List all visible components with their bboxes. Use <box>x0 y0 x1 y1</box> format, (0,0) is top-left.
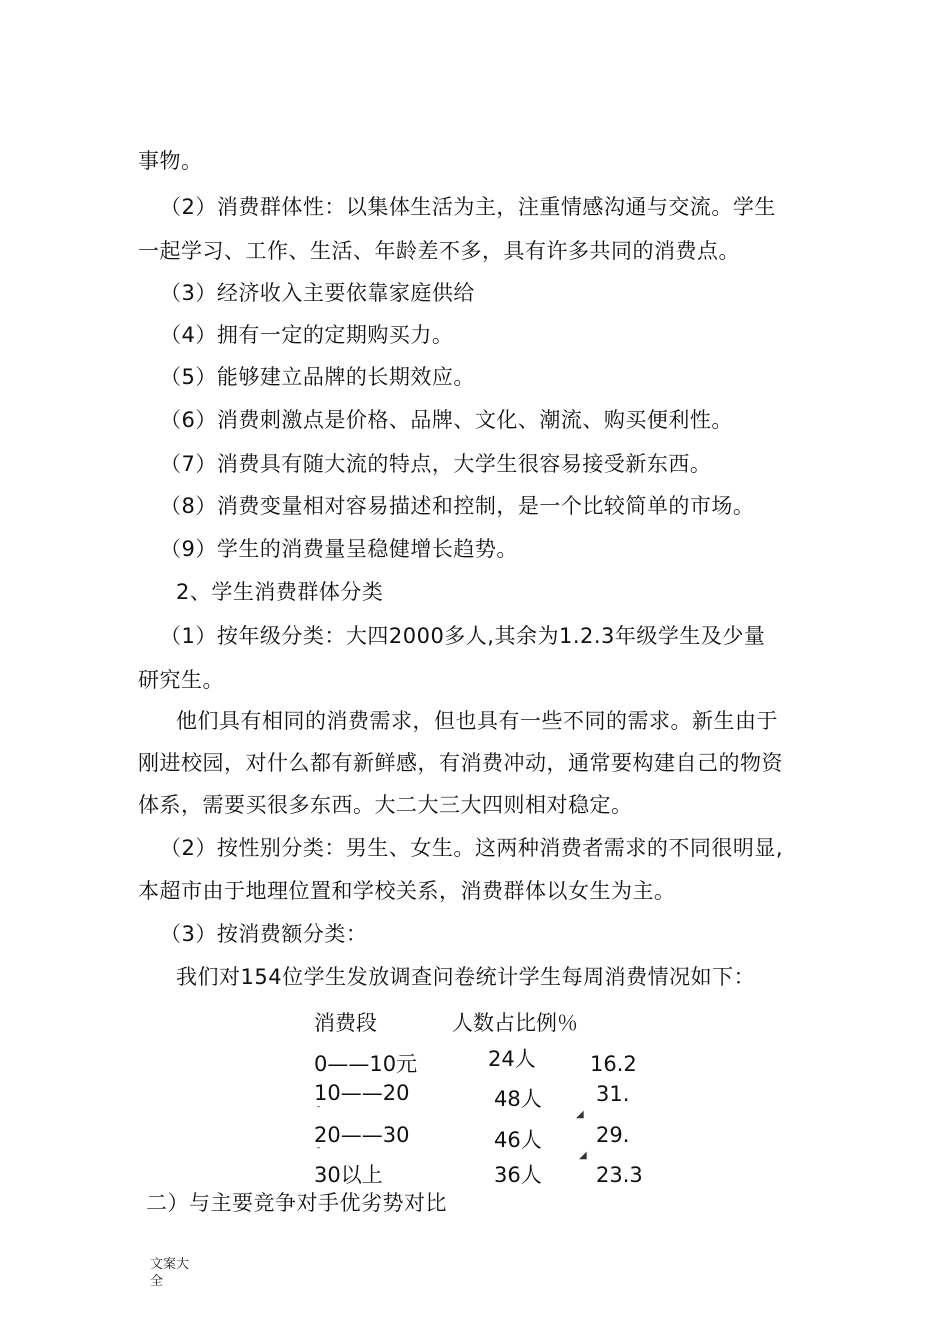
section-subheading: 2、学生消费群体分类 <box>176 580 384 604</box>
scan-artifact-mark: ◢ <box>576 1109 584 1120</box>
paragraph-line: 本超市由于地理位置和学校关系，消费群体以女生为主。 <box>138 879 676 903</box>
table-cell-range: 30以上 <box>314 1163 383 1187</box>
footer-label-line1: 文案大 <box>150 1257 190 1272</box>
table-cell-range: 20——30 <box>314 1123 410 1147</box>
table-cell-range: 10——20 <box>314 1081 410 1105</box>
paragraph-line: 事物。 <box>138 149 203 173</box>
paragraph-line: 刚进校园，对什么都有新鲜感，有消费冲动，通常要构建自己的物资 <box>138 751 783 775</box>
scan-artifact-mark: ¯ <box>316 1106 321 1117</box>
paragraph-line: 他们具有相同的消费需求，但也具有一些不同的需求。新生由于 <box>176 709 778 733</box>
scan-artifact-mark: ◢ <box>579 1150 587 1161</box>
paragraph-line: 我们对154位学生发放调查问卷统计学生每周消费情况如下： <box>176 965 756 989</box>
table-cell-count: 24人 <box>488 1047 536 1071</box>
table-cell-count: 36人 <box>494 1163 542 1187</box>
scan-artifact-mark: ¯ <box>316 1147 321 1158</box>
paragraph-line: （7）消费具有随大流的特点，大学生很容易接受新东西。 <box>160 452 712 476</box>
paragraph-line: 研究生。 <box>138 668 224 692</box>
paragraph-line: 体系，需要买很多东西。大二大三大四则相对稳定。 <box>138 793 633 817</box>
table-cell-pct: 29. <box>596 1123 630 1147</box>
paragraph-line: 一起学习、工作、生活、年龄差不多，具有许多共同的消费点。 <box>138 239 740 263</box>
table-cell-count: 46人 <box>494 1128 542 1152</box>
table-cell-pct: 23.3 <box>596 1163 643 1187</box>
paragraph-line: （1）按年级分类：大四2000多人,其余为1.2.3年级学生及少量 <box>160 624 766 648</box>
paragraph-line: （5）能够建立品牌的长期效应。 <box>160 365 475 389</box>
table-cell-pct: 16.2 <box>590 1052 637 1076</box>
paragraph-line: （2）按性别分类：男生、女生。这两种消费者需求的不同很明显, <box>160 836 784 860</box>
paragraph-line: （4）拥有一定的定期购买力。 <box>160 323 454 347</box>
table-cell-count: 48人 <box>494 1087 542 1111</box>
paragraph-line: （9）学生的消费量呈稳健增长趋势。 <box>160 537 518 561</box>
footer-label-line2: 全 <box>150 1274 164 1289</box>
section-heading: 二）与主要竞争对手优劣势对比 <box>146 1191 447 1215</box>
paragraph-line: （2）消费群体性：以集体生活为主，注重情感沟通与交流。学生 <box>160 195 776 219</box>
table-header-range: 消费段 <box>314 1011 377 1035</box>
table-header-ratio: 人数占比例％ <box>452 1011 578 1035</box>
paragraph-line: （6）消费刺激点是价格、品牌、文化、潮流、购买便利性。 <box>160 408 733 432</box>
paragraph-line: （3）按消费额分类： <box>160 922 368 946</box>
table-cell-pct: 31. <box>596 1082 630 1106</box>
table-cell-range: 0——10元 <box>314 1052 418 1076</box>
paragraph-line: （3）经济收入主要依靠家庭供给 <box>160 281 475 305</box>
paragraph-line: （8）消费变量相对容易描述和控制，是一个比较简单的市场。 <box>160 494 755 518</box>
